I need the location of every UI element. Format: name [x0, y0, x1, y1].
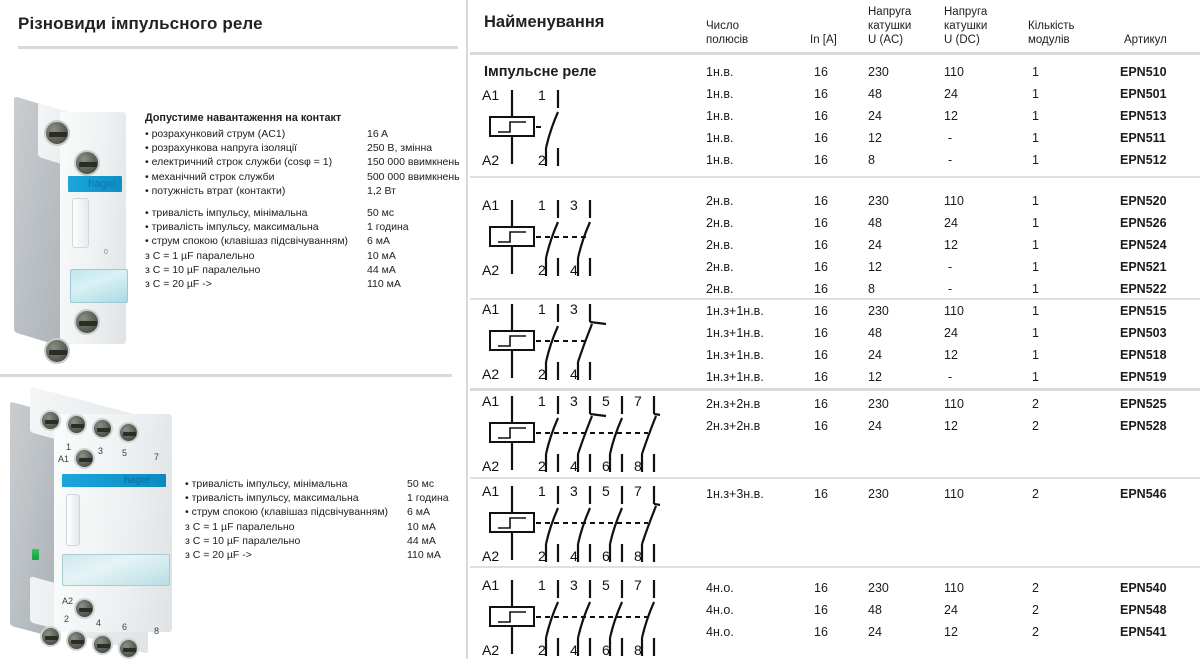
cell-article: EPN525: [1120, 397, 1167, 411]
cell-modules: 1: [1032, 260, 1039, 274]
cell-udc: 24: [944, 603, 958, 617]
product-image-1-module-relay: [8, 86, 148, 362]
svg-text:7: 7: [634, 483, 642, 499]
svg-text:3: 3: [570, 301, 578, 317]
cell-uac: 24: [868, 109, 882, 123]
svg-text:4: 4: [570, 458, 578, 474]
schematic-1nc1no: [480, 300, 635, 382]
cell-article: EPN512: [1120, 153, 1167, 167]
cell-article: EPN522: [1120, 282, 1167, 296]
svg-text:2: 2: [538, 366, 546, 382]
cell-poles: 1н.з+1н.в.: [706, 348, 764, 362]
cell-article: EPN511: [1120, 131, 1166, 145]
spec-row: [145, 234, 487, 248]
svg-text:4: 4: [570, 262, 578, 278]
relay-indicator-window: [62, 554, 170, 586]
cell-in: 16: [814, 238, 828, 252]
cell-poles: 1н.з+3н.в.: [706, 487, 764, 501]
spec-label: з C = 10 µF паралельно: [145, 263, 261, 276]
spec-row: [185, 534, 527, 548]
svg-text:1: 1: [538, 577, 546, 593]
brand-label: hager: [88, 178, 117, 190]
cell-modules: 1: [1032, 87, 1039, 101]
svg-text:7: 7: [634, 393, 642, 409]
cell-article: EPN520: [1120, 194, 1167, 208]
svg-text:3: 3: [570, 393, 578, 409]
svg-text:4: 4: [570, 366, 578, 382]
cell-udc: 24: [944, 216, 958, 230]
page-title: Різновиди імпульсного реле: [18, 14, 263, 33]
cell-in: 16: [814, 131, 828, 145]
cell-udc: 12: [944, 238, 958, 252]
cell-uac: 24: [868, 238, 882, 252]
products-table: [470, 0, 1200, 659]
spec-row: [145, 206, 487, 220]
cell-uac: 230: [868, 581, 889, 595]
spec-row: [145, 184, 487, 198]
relay-lever: [72, 198, 89, 248]
cell-poles: 2н.в.: [706, 282, 734, 296]
cell-in: 16: [814, 625, 828, 639]
cell-udc: -: [948, 153, 953, 167]
terminal-screw: [74, 598, 95, 619]
group-divider: [470, 566, 1200, 568]
cell-poles: 2н.в.: [706, 238, 734, 252]
cell-modules: 1: [1032, 131, 1039, 145]
lever-zero-mark: 0: [104, 249, 108, 256]
spec-value: 150 000 ввимкнень: [367, 156, 460, 169]
terminal-screw: [66, 414, 87, 435]
spec-label: • потужність втрат (контакти): [145, 184, 286, 197]
cell-modules: 2: [1032, 625, 1039, 639]
svg-text:A2: A2: [482, 366, 500, 382]
svg-text:5: 5: [602, 483, 610, 499]
cell-uac: 230: [868, 487, 889, 501]
cell-poles: 2н.в.: [706, 194, 734, 208]
cell-in: 16: [814, 397, 828, 411]
cell-uac: 48: [868, 326, 882, 340]
cell-article: EPN518: [1120, 348, 1167, 362]
cell-udc: 110: [944, 194, 964, 208]
cell-poles: 2н.з+2н.в: [706, 397, 761, 411]
header-rule: [470, 52, 1200, 55]
spec-value: 250 В, змінна: [367, 142, 433, 155]
svg-text:1: 1: [538, 301, 546, 317]
cell-uac: 48: [868, 87, 882, 101]
column-header-poles-line2: полюсів: [706, 34, 749, 46]
spec-value: 110 мА: [407, 549, 441, 562]
cell-in: 16: [814, 260, 828, 274]
cell-uac: 48: [868, 603, 882, 617]
cell-udc: 110: [944, 397, 964, 411]
svg-text:1: 1: [538, 197, 546, 213]
cell-poles: 2н.з+2н.в: [706, 419, 761, 433]
spec-label: з C = 1 µF паралельно: [185, 520, 295, 533]
cell-in: 16: [814, 487, 828, 501]
cell-in: 16: [814, 326, 828, 340]
spec-value: 500 000 ввимкнень: [367, 170, 460, 183]
terminal-screw: [44, 120, 70, 146]
cell-uac: 48: [868, 216, 882, 230]
cell-uac: 8: [868, 153, 875, 167]
terminal-number: 3: [98, 446, 104, 456]
svg-text:3: 3: [570, 577, 578, 593]
cell-modules: 2: [1032, 581, 1039, 595]
title-underline: [18, 46, 458, 49]
spec-row: [145, 249, 487, 263]
spec-row: [185, 477, 527, 491]
column-header-uac-line1: Напруга: [868, 6, 912, 18]
spec-label: • механічний строк служби: [145, 170, 275, 183]
terminal-screw: [74, 150, 100, 176]
cell-modules: 1: [1032, 326, 1039, 340]
spec-block-impulse-2: [185, 477, 527, 562]
svg-text:8: 8: [634, 458, 642, 474]
svg-text:A1: A1: [482, 301, 500, 317]
cell-uac: 24: [868, 625, 882, 639]
cell-article: EPN501: [1120, 87, 1167, 101]
brand-label: hager: [124, 475, 150, 486]
terminal-number: 6: [122, 622, 128, 632]
cell-article: EPN513: [1120, 109, 1167, 123]
spec-value: 6 мА: [407, 506, 430, 519]
cell-poles: 2н.в.: [706, 260, 734, 274]
svg-text:A2: A2: [482, 642, 500, 658]
cell-uac: 12: [868, 260, 882, 274]
cell-uac: 12: [868, 370, 882, 384]
svg-text:3: 3: [570, 197, 578, 213]
cell-uac: 8: [868, 282, 875, 296]
svg-text:7: 7: [634, 577, 642, 593]
cell-in: 16: [814, 87, 828, 101]
terminal-screw: [74, 309, 100, 335]
spec-row: [145, 220, 487, 234]
terminal-screw: [74, 448, 95, 469]
svg-text:4: 4: [570, 642, 578, 658]
cell-udc: 110: [944, 581, 964, 595]
cell-poles: 1н.в.: [706, 131, 734, 145]
group-divider: [470, 388, 1200, 391]
schematic-2nc2no: [480, 392, 660, 474]
spec-value: 44 мА: [407, 534, 436, 547]
cell-in: 16: [814, 65, 828, 79]
svg-text:A1: A1: [482, 577, 500, 593]
spec-row: [145, 277, 487, 291]
status-led: [32, 549, 39, 560]
terminal-screw: [92, 634, 113, 655]
column-header-article: Артикул: [1124, 34, 1167, 46]
svg-text:4: 4: [570, 548, 578, 564]
column-header-uac-line3: U (AC): [868, 34, 904, 46]
terminal-screw: [118, 422, 139, 443]
terminal-screw: [118, 638, 139, 659]
spec-label: • тривалість імпульсу, максимальна: [185, 492, 359, 505]
svg-text:6: 6: [602, 458, 610, 474]
cell-uac: 230: [868, 194, 889, 208]
cell-udc: 24: [944, 326, 958, 340]
spec-value: 16 A: [367, 128, 389, 140]
cell-article: EPN519: [1120, 370, 1167, 384]
cell-modules: 2: [1032, 419, 1039, 433]
cell-modules: 2: [1032, 487, 1039, 501]
cell-poles: 4н.о.: [706, 581, 734, 595]
svg-text:A1: A1: [482, 393, 500, 409]
cell-udc: -: [948, 370, 953, 384]
cell-poles: 1н.в.: [706, 109, 734, 123]
svg-text:8: 8: [634, 548, 642, 564]
spec-row: [145, 127, 487, 141]
svg-text:6: 6: [602, 642, 610, 658]
cell-udc: 12: [944, 419, 958, 433]
svg-text:3: 3: [570, 483, 578, 499]
cell-poles: 2н.в.: [706, 216, 734, 230]
cell-uac: 12: [868, 131, 882, 145]
spec-block-contact-load: [145, 112, 487, 291]
cell-uac: 230: [868, 397, 889, 411]
svg-text:2: 2: [538, 642, 546, 658]
spec-value: 110 мА: [367, 278, 401, 291]
cell-uac: 230: [868, 304, 889, 318]
spec-label: з C = 1 µF паралельно: [145, 249, 255, 262]
spec-row: [145, 141, 487, 155]
relay-indicator-window: [70, 269, 128, 303]
terminal-number: 1: [66, 442, 72, 452]
cell-udc: -: [948, 131, 953, 145]
cell-udc: 12: [944, 348, 958, 362]
cell-udc: 24: [944, 87, 958, 101]
spec-value: 1,2 Вт: [367, 184, 396, 197]
terminal-number: 7: [154, 452, 160, 462]
cell-in: 16: [814, 419, 828, 433]
svg-text:A2: A2: [482, 548, 500, 564]
spec-label: • розрахункова напруга ізоляції: [145, 142, 298, 155]
cell-uac: 24: [868, 348, 882, 362]
spec-label: • розрахунковий струм (AC1): [145, 128, 286, 140]
column-header-udc-line2: катушки: [944, 20, 988, 32]
cell-udc: 110: [944, 304, 964, 318]
schematic-2no: [480, 196, 630, 278]
spec-heading: Допустиме навантаження на контакт: [145, 112, 342, 124]
cell-modules: 1: [1032, 370, 1039, 384]
cell-modules: 1: [1032, 348, 1039, 362]
svg-text:2: 2: [538, 548, 546, 564]
spec-label: • струм спокою (клавішаз підсвічуванням): [145, 235, 349, 248]
spec-label: • тривалість імпульсу, мінімальна: [185, 478, 348, 490]
column-header-udc-line3: U (DC): [944, 34, 980, 46]
cell-poles: 4н.о.: [706, 625, 734, 639]
cell-in: 16: [814, 282, 828, 296]
cell-in: 16: [814, 109, 828, 123]
spec-row: [145, 170, 487, 184]
spec-value: 50 мс: [407, 478, 435, 490]
svg-text:2: 2: [538, 152, 546, 168]
cell-modules: 1: [1032, 304, 1039, 318]
cell-in: 16: [814, 370, 828, 384]
svg-text:5: 5: [602, 393, 610, 409]
cell-in: 16: [814, 153, 828, 167]
spec-row: [185, 491, 527, 505]
cell-poles: 1н.в.: [706, 153, 734, 167]
cell-modules: 1: [1032, 153, 1039, 167]
svg-text:A2: A2: [482, 152, 500, 168]
cell-article: EPN524: [1120, 238, 1167, 252]
column-header-modules-line2: модулів: [1028, 34, 1070, 46]
coil-terminal-label: A2: [62, 596, 74, 606]
cell-udc: 12: [944, 109, 958, 123]
terminal-screw: [44, 338, 70, 364]
spec-label: з C = 20 µF ->: [185, 549, 252, 562]
schematic-4no: [480, 576, 660, 658]
product-name: Імпульсне реле: [484, 64, 597, 80]
spec-label: з C = 20 µF ->: [145, 278, 212, 291]
column-header-modules-line1: Кількість: [1028, 20, 1075, 32]
svg-text:2: 2: [538, 262, 546, 278]
svg-text:1: 1: [538, 483, 546, 499]
column-header-in: In [A]: [810, 34, 837, 46]
coil-terminal-label: A1: [58, 454, 70, 464]
brand-stripe: [62, 474, 166, 487]
cell-article: EPN515: [1120, 304, 1167, 318]
svg-text:8: 8: [634, 642, 642, 658]
cell-poles: 1н.в.: [706, 87, 734, 101]
cell-modules: 1: [1032, 238, 1039, 252]
spec-row: [145, 155, 487, 169]
spec-value: 10 мА: [407, 520, 436, 533]
column-header-name: Найменування: [484, 13, 605, 31]
terminal-screw: [92, 418, 113, 439]
cell-udc: 110: [944, 65, 964, 79]
cell-udc: -: [948, 282, 953, 296]
cell-modules: 1: [1032, 216, 1039, 230]
svg-text:1: 1: [538, 87, 546, 103]
cell-article: EPN503: [1120, 326, 1167, 340]
cell-article: EPN541: [1120, 625, 1167, 639]
cell-poles: 1н.в.: [706, 65, 734, 79]
svg-text:A1: A1: [482, 197, 500, 213]
spec-label: • електричний строк служби (cosφ = 1): [145, 156, 333, 169]
cell-article: EPN546: [1120, 487, 1167, 501]
spec-value: 6 мА: [367, 235, 390, 248]
cell-in: 16: [814, 348, 828, 362]
cell-poles: 1н.з+1н.в.: [706, 304, 764, 318]
svg-text:A1: A1: [482, 483, 500, 499]
cell-modules: 1: [1032, 282, 1039, 296]
cell-modules: 1: [1032, 194, 1039, 208]
relay-lever: [66, 494, 80, 546]
spec-row: [185, 520, 527, 534]
terminal-screw: [40, 626, 61, 647]
spec-value: 10 мА: [367, 249, 396, 262]
spec-label: з C = 10 µF паралельно: [185, 534, 301, 547]
cell-uac: 230: [868, 65, 889, 79]
spec-value: 50 мс: [367, 207, 395, 220]
terminal-screw: [66, 630, 87, 651]
cell-article: EPN521: [1120, 260, 1167, 274]
svg-text:A2: A2: [482, 262, 500, 278]
column-header-uac-line2: катушки: [868, 20, 912, 32]
spec-row: [185, 548, 527, 562]
cell-article: EPN526: [1120, 216, 1167, 230]
spec-label: • тривалість імпульсу, максимальна: [145, 221, 319, 234]
terminal-number: 5: [122, 448, 128, 458]
cell-in: 16: [814, 581, 828, 595]
left-section-divider: [0, 374, 452, 377]
svg-text:2: 2: [538, 458, 546, 474]
svg-text:1: 1: [538, 393, 546, 409]
cell-in: 16: [814, 603, 828, 617]
spec-value: 1 година: [367, 221, 409, 234]
cell-poles: 1н.з+1н.в.: [706, 326, 764, 340]
group-divider: [470, 477, 1200, 479]
cell-in: 16: [814, 304, 828, 318]
terminal-number: 2: [64, 614, 70, 624]
spec-value: 1 година: [407, 492, 449, 505]
terminal-screw: [40, 410, 61, 431]
cell-udc: 12: [944, 625, 958, 639]
cell-article: EPN540: [1120, 581, 1167, 595]
cell-modules: 2: [1032, 397, 1039, 411]
svg-text:A2: A2: [482, 458, 500, 474]
spec-row: [145, 263, 487, 277]
svg-text:6: 6: [602, 548, 610, 564]
product-image-2-module-relay: [4, 386, 199, 654]
cell-article: EPN548: [1120, 603, 1167, 617]
cell-article: EPN528: [1120, 419, 1167, 433]
spec-label: • струм спокою (клавішаз підсвічуванням): [185, 506, 389, 519]
schematic-1no: [480, 86, 610, 168]
cell-in: 16: [814, 194, 828, 208]
cell-udc: 110: [944, 487, 964, 501]
cell-modules: 1: [1032, 109, 1039, 123]
cell-modules: 2: [1032, 603, 1039, 617]
spec-label: • тривалість імпульсу, мінімальна: [145, 207, 308, 220]
cell-article: EPN510: [1120, 65, 1167, 79]
spec-row: [185, 505, 527, 519]
cell-in: 16: [814, 216, 828, 230]
spec-value: 44 мА: [367, 263, 396, 276]
cell-poles: 4н.о.: [706, 603, 734, 617]
terminal-number: 8: [154, 626, 160, 636]
svg-text:A1: A1: [482, 87, 500, 103]
relay-body: [60, 112, 126, 344]
column-header-udc-line1: Напруга: [944, 6, 988, 18]
group-divider: [470, 176, 1200, 178]
cell-udc: -: [948, 260, 953, 274]
spacer: [145, 198, 487, 206]
column-header-poles-line1: Число: [706, 20, 740, 32]
terminal-number: 4: [96, 618, 102, 628]
cell-poles: 1н.з+1н.в.: [706, 370, 764, 384]
svg-text:5: 5: [602, 577, 610, 593]
cell-uac: 24: [868, 419, 882, 433]
cell-modules: 1: [1032, 65, 1039, 79]
